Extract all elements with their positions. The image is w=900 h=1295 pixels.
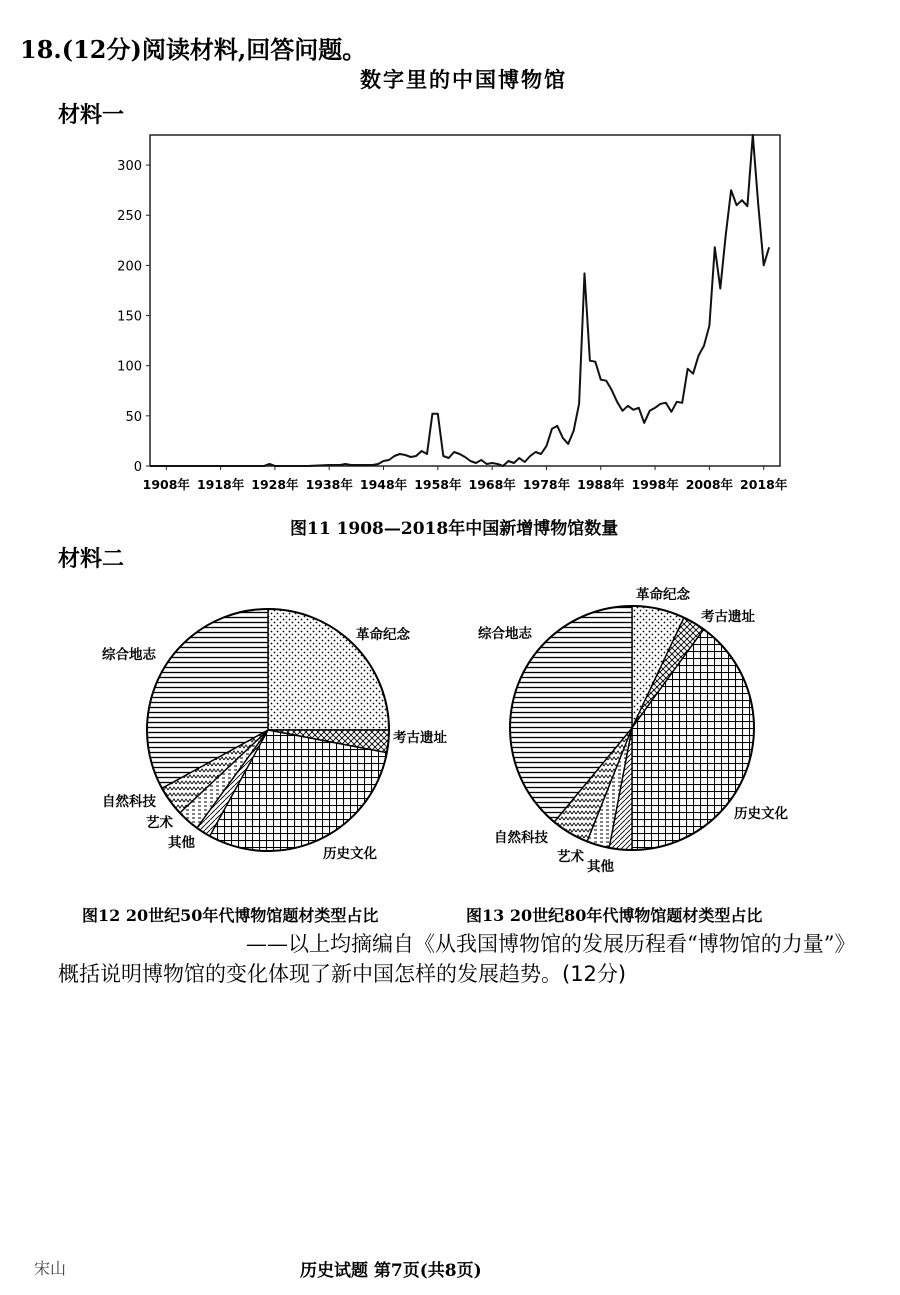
page-footer: 历史试题 第7页(共8页) [300,1261,482,1281]
question-prompt: 概括说明博物馆的变化体现了新中国怎样的发展趋势。(12分) [58,962,627,986]
pie-label-history-culture: 历史文化 [734,806,788,822]
pie-label-comprehensive: 综合地志 [102,647,156,663]
x-tick-label: 2008年 [685,477,734,492]
material-title: 数字里的中国博物馆 [360,67,567,92]
y-tick-label: 150 [117,309,142,325]
x-tick-label: 1988年 [577,477,625,492]
pie-label-archaeology: 考古遗址 [393,730,447,746]
y-tick-label: 0 [133,460,142,475]
y-tick-label: 100 [117,359,142,375]
question-header: 18.(12分)阅读材料,回答问题。 [20,35,367,64]
x-tick-label: 1928年 [251,477,299,492]
pie-label-art: 艺术 [557,849,584,865]
line-chart-fig11 [0,0,900,510]
pie-label-history-culture: 历史文化 [323,846,377,862]
pie-label-comprehensive: 综合地志 [478,626,532,642]
pie-label-science: 自然科技 [494,830,548,846]
plot-frame [150,135,780,466]
material1-label: 材料一 [58,103,125,128]
y-tick-label: 50 [125,409,142,425]
corner-mark: 宋山 [34,1259,67,1278]
series-line-new-museums [150,135,769,466]
material2-label: 材料二 [58,547,125,572]
pie-label-archaeology: 考古遗址 [701,609,755,625]
x-tick-label: 1968年 [468,477,516,492]
y-tick-label: 300 [117,159,142,175]
x-tick-label: 1998年 [631,477,679,492]
x-tick-label: 1958年 [414,477,462,492]
source-citation: ——以上均摘编自《从我国博物馆的发展历程看“博物馆的力量”》 [246,932,856,956]
fig11-caption: 图11 1908—2018年中国新增博物馆数量 [290,519,619,539]
x-tick-label: 2018年 [740,477,788,492]
pie-label-other: 其他 [587,859,614,875]
pie-label-revolution: 革命纪念 [356,627,410,643]
x-tick-label: 1908年 [142,477,190,492]
pie-label-other: 其他 [168,835,195,851]
pie-charts [0,570,900,890]
fig13-caption: 图13 20世纪80年代博物馆题材类型占比 [466,906,763,925]
fig12-caption: 图12 20世纪50年代博物馆题材类型占比 [82,906,379,925]
pie-label-science: 自然科技 [102,794,156,810]
pie-label-revolution: 革命纪念 [636,587,690,603]
y-tick-label: 250 [117,209,142,225]
x-tick-label: 1978年 [522,477,571,492]
pie-label-art: 艺术 [146,815,173,831]
x-tick-label: 1938年 [305,477,353,492]
x-tick-label: 1918年 [196,477,245,492]
x-tick-label: 1948年 [359,477,408,492]
y-tick-label: 200 [117,259,142,275]
